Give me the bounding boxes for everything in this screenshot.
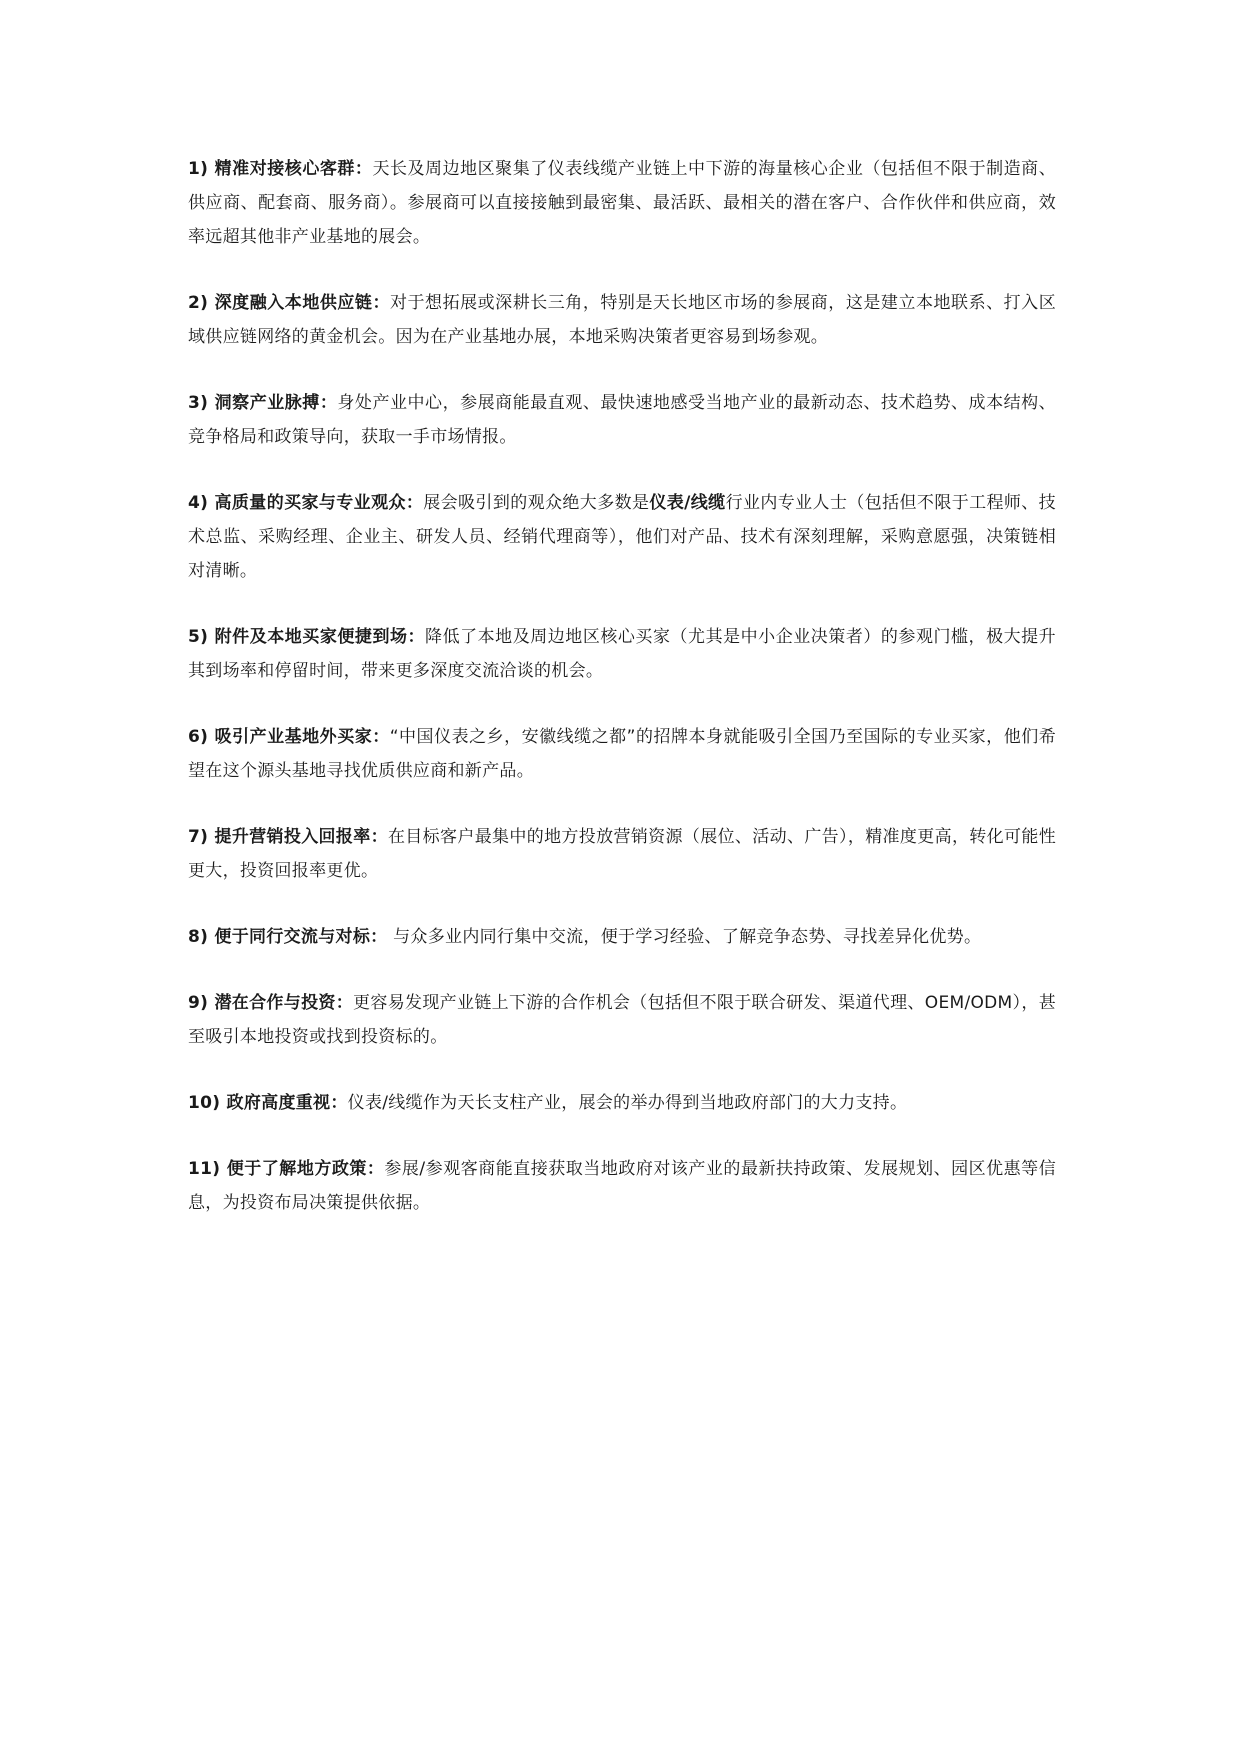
item-heading: 3) 洞察产业脉搏： <box>188 393 338 413</box>
item-text: “中国仪表之乡，安徽线缆之都”的招牌本身就能吸引全国乃至国际的专业买家，他们希望在这个源头基地寻找优质供应商和新产品。 <box>188 727 1057 781</box>
item-emphasis: 仪表/线缆 <box>649 493 726 513</box>
list-item <box>188 286 1056 354</box>
item-heading: 7) 提升营销投入回报率： <box>188 827 388 847</box>
list-item <box>188 820 1056 888</box>
item-heading: 6) 吸引产业基地外买家： <box>188 727 390 747</box>
item-text: 天长及周边地区聚集了仪表线缆产业链上中下游的海量核心企业（包括但不限于制造商、供应商、配套商、服务商）。参展商可以直接接触到最密集、最活跃、最相关的潜在客户、合作伙伴和供应商，效率远超其他非产业基地的展会。 <box>188 159 1056 247</box>
list-item <box>188 920 1056 954</box>
item-text: 参展/参观客商能直接获取当地政府对该产业的最新扶持政策、发展规划、园区优惠等信息，为投资布局决策提供依据。 <box>188 1159 1056 1213</box>
item-heading: 10) 政府高度重视： <box>188 1093 348 1113</box>
document-content <box>188 152 1056 1252</box>
list-item <box>188 486 1056 588</box>
list-item <box>188 152 1056 254</box>
list-item <box>188 620 1056 688</box>
item-heading: 2) 深度融入本地供应链： <box>188 293 390 313</box>
item-text: 与众多业内同行集中交流，便于学习经验、了解竞争态势、寻找差异化优势。 <box>387 927 982 947</box>
item-heading: 8) 便于同行交流与对标： <box>188 927 388 947</box>
list-item <box>188 986 1056 1054</box>
item-heading: 1) 精准对接核心客群： <box>188 159 373 179</box>
item-text: 对于想拓展或深耕长三角，特别是天长地区市场的参展商，这是建立本地联系、打入区域供应链网络的黄金机会。因为在产业基地办展，本地采购决策者更容易到场参观。 <box>188 293 1056 347</box>
list-item <box>188 720 1056 788</box>
item-text: 在目标客户最集中的地方投放营销资源（展位、活动、广告），精准度更高，转化可能性更大，投资回报率更优。 <box>188 827 1056 881</box>
item-heading: 5) 附件及本地买家便捷到场： <box>188 627 426 647</box>
item-heading: 11) 便于了解地方政策： <box>188 1159 385 1179</box>
item-text: 展会吸引到的观众绝大多数是 <box>423 493 650 513</box>
item-text: 降低了本地及周边地区核心买家（尤其是中小企业决策者）的参观门槛，极大提升其到场率和停留时间，带来更多深度交流洽谈的机会。 <box>188 627 1056 681</box>
item-text: 更容易发现产业链上下游的合作机会（包括但不限于联合研发、渠道代理、OEM/ODM），甚至吸引本地投资或找到投资标的。 <box>188 993 1056 1047</box>
item-text: 仪表/线缆作为天长支柱产业，展会的举办得到当地政府部门的大力支持。 <box>347 1093 908 1113</box>
list-item <box>188 1086 1056 1120</box>
item-heading: 4) 高质量的买家与专业观众： <box>188 493 424 513</box>
list-item <box>188 386 1056 454</box>
item-text: 行业内专业人士（包括但不限于工程师、技术总监、采购经理、企业主、研发人员、经销代理商等），他们对产品、技术有深刻理解，采购意愿强，决策链相对清晰。 <box>188 493 1056 581</box>
item-heading: 9) 潜在合作与投资： <box>188 993 354 1013</box>
item-text: 身处产业中心，参展商能最直观、最快速地感受当地产业的最新动态、技术趋势、成本结构、竞争格局和政策导向，获取一手市场情报。 <box>188 393 1056 447</box>
list-item <box>188 1152 1056 1220</box>
